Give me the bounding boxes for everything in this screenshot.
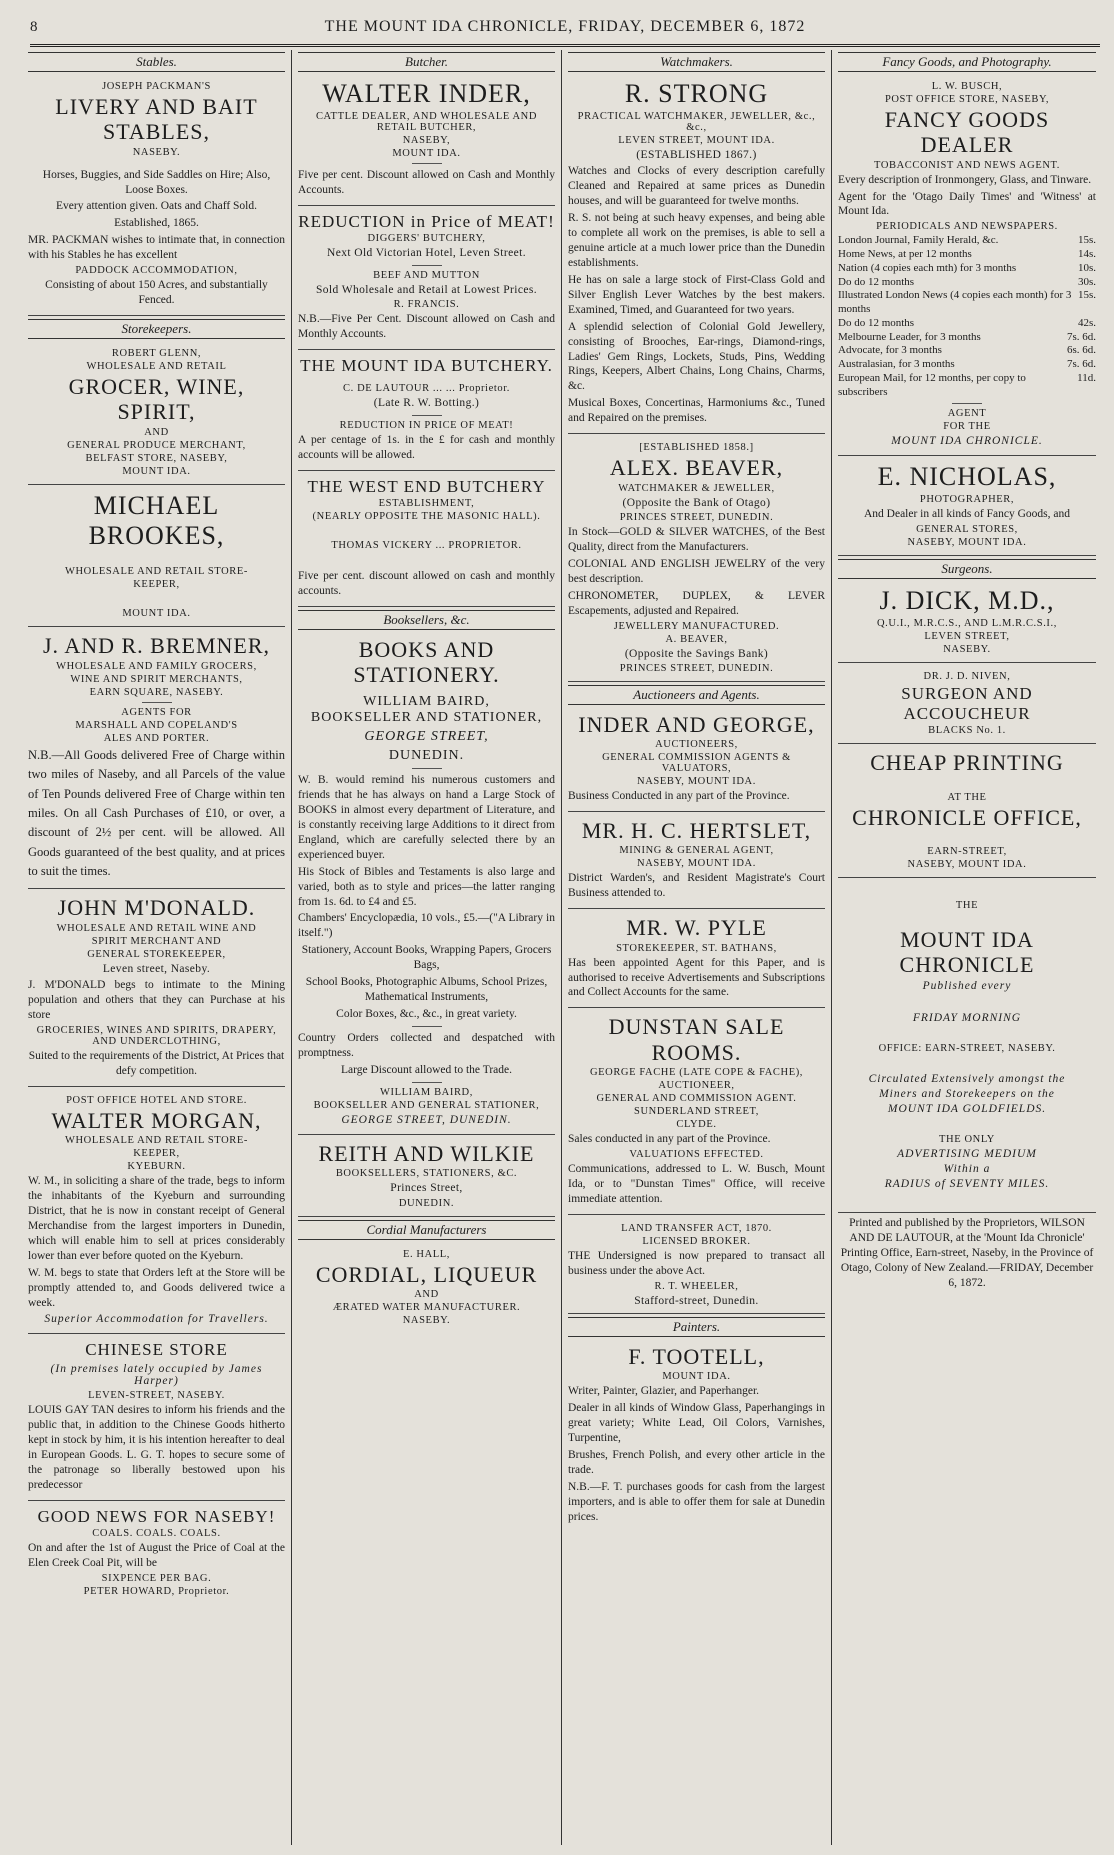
ad-mountida-l2: (Late R. W. Botting.) [373,397,480,410]
ad-strong-l3: (ESTABLISHED 1867.) [636,148,757,161]
ad-baird-l15: GEORGE STREET, DUNEDIN. [341,1113,512,1126]
ad-inder-l3: MOUNT IDA. [392,147,461,159]
ad-nicholas-headline: E. NICHOLAS, [877,462,1057,492]
ad-nicholas-l3: GENERAL STORES, [916,524,1018,536]
ad-glenn-headline: GROCER, WINE, SPIRIT, [68,374,245,425]
ad-ig-l4: Business Conducted in any part of the Province. [568,790,790,803]
ad-chronicle-l4: FRIDAY MORNING [912,1012,1022,1025]
ad-dick-headline: J. DICK, M.D., [879,586,1055,616]
ad-francis-l3: BEEF AND MUTTON [373,269,480,281]
ad-chinese-store [28,1337,285,1500]
price-row-price: 10s. [1077,261,1096,274]
ad-morgan-l6: Superior Accommodation for Travellers. [44,1313,269,1326]
ad-strong-l2: LEVEN STREET, MOUNT IDA. [618,134,775,146]
price-row [838,248,1096,262]
ad-reith-wilkie [298,1138,555,1217]
ad-hall-l1: AND [414,1288,439,1300]
price-row-price: 7s. 6d. [1066,358,1096,371]
ad-nicholas-l4: NASEBY, MOUNT IDA. [907,537,1027,549]
ad-dunstan-l2: AUCTIONEER, [658,1079,735,1091]
ad-niven-l2: BLACKS No. 1. [928,725,1006,737]
ad-printing-l5: NASEBY, MOUNT IDA. [907,858,1027,870]
ad-chronicle [838,881,1096,1214]
imprint: Printed and published by the Proprietors, WILSON AND DE LAUTOUR, at the 'Mount Ida Chronicle' Printing Office, Earn-street, Naseby, in the Province of Otago, Colony of New Zealand.—FRIDAY, December 6, 1872. [840,1217,1094,1290]
ad-brookes-l1: WHOLESALE AND RETAIL STORE- [64,566,249,578]
ad-coals-l2: On and after the 1st of August the Price of Coal at the Elen Creek Coal Pit, will be [28,1542,285,1570]
column-2 [292,50,562,1845]
category-stables: Stables. [28,52,285,72]
price-row-item: Melbourne Leader, for 3 months [838,330,981,343]
ad-busch-l7: FOR THE [943,421,991,433]
ad-hertslet-l3: District Warden's, and Resident Magistrate's Court Business attended to. [568,872,825,900]
category-storekeepers: Storekeepers. [28,319,285,339]
ad-dunstan-l6: Sales conducted in any part of the Province. [568,1132,771,1145]
ad-francis [298,209,555,350]
ad-wheeler-l4: R. T. WHEELER, [654,1280,739,1292]
price-row-price: 6s. 6d. [1066,344,1096,357]
price-row [838,276,1096,290]
ad-francis-l1: DIGGERS' BUTCHERY, [367,233,486,245]
ad-coals-l1: COALS. COALS. COALS. [92,1528,221,1540]
ad-strong-l6: He has on sale a large stock of First-Class Gold and Silver English Lever Watches by the best makers. Examined, Timed, and Guaranteed for two years. [568,273,825,316]
ad-beaver-l3: PRINCES STREET, DUNEDIN. [619,511,774,523]
price-row-price: 15s. [1077,289,1096,302]
ad-chronicle-l5: OFFICE: EARN-STREET, NASEBY. [878,1043,1056,1055]
ad-baird-l12: Large Discount allowed to the Trade. [341,1063,512,1076]
masthead: THE MOUNT IDA CHRONICLE, FRIDAY, DECEMBER 6, 1872 [324,18,806,35]
ad-mcdonald-l3: GENERAL STOREKEEPER, [87,948,226,960]
ad-glenn-l5: MOUNT IDA. [122,465,191,477]
ad-mountida-l1: C. DE LAUTOUR ... ... Proprietor. [343,383,510,395]
ad-chronicle-l12: RADIUS of SEVENTY MILES. [884,1178,1050,1191]
ad-busch-l8: MOUNT IDA CHRONICLE. [891,435,1043,448]
ad-coals-headline: GOOD NEWS FOR NASEBY! [37,1506,276,1526]
ad-reith-l1: BOOKSELLERS, STATIONERS, &C. [335,1168,518,1180]
ad-morgan-l2: KEEPER, [133,1148,180,1160]
ad-dunstan-l5: CLYDE. [676,1118,717,1130]
ad-westend-l3: THOMAS VICKERY ... PROPRIETOR. [331,540,522,552]
price-row [838,234,1096,248]
ad-glenn-name: ROBERT GLENN, [111,348,202,360]
price-row [838,372,1096,400]
category-cordial: Cordial Manufacturers [298,1220,555,1240]
ad-coals [28,1504,285,1604]
ad-hall [298,1244,555,1333]
ad-packman-name: JOSEPH PACKMAN'S [102,81,211,92]
price-row [838,358,1096,372]
price-row [838,317,1096,331]
category-painters: Painters. [568,1317,825,1337]
ad-morgan-top: POST OFFICE HOTEL AND STORE. [66,1094,247,1106]
ad-dunstan-l7: VALUATIONS EFFECTED. [629,1148,764,1160]
ad-busch-l2: TOBACCONIST AND NEWS AGENT. [874,159,1060,171]
ad-baird-l14: BOOKSELLER AND GENERAL STATIONER, [313,1099,540,1111]
ad-printing-l2: AT THE [947,791,987,803]
ad-chronicle-l8: MOUNT IDA GOLDFIELDS. [887,1103,1047,1116]
ad-niven-headline: SURGEON AND ACCOUCHEUR [901,684,1033,723]
ad-niven [838,666,1096,744]
ad-bremner-l7: N.B.—All Goods delivered Free of Charge within two miles of Naseby, and all Parcels of the value of Ten Pounds delivered Free of Charge within ten miles. On all Cash Purchases of £10, or over, a discount of 2½ per cent. will be allowed. All Goods guaranteed of the best quality, and at prices to suit the times. [28,747,285,879]
ad-francis-l5: R. FRANCIS. [393,299,460,311]
ad-francis-l2: Next Old Victorian Hotel, Leven Street. [327,247,526,260]
ad-beaver-l1: WATCHMAKER & JEWELLER, [618,482,775,494]
ad-baird-l2: BOOKSELLER AND STATIONER, [310,709,543,725]
ad-hall-l2: ÆRATED WATER MANUFACTURER. [332,1301,521,1313]
ad-morgan [28,1090,285,1335]
ad-tootell-headline: F. TOOTELL, [628,1343,765,1369]
ad-hall-name: E. HALL, [402,1248,451,1260]
ad-westend-l2: (NEARLY OPPOSITE THE MASONIC HALL). [312,511,541,523]
ad-baird-l5: W. B. would remind his numerous customers and friends that he has always on hand a Large Stock of BOOKS in almost every department of Literature, and is constantly receiving large Additions to it direct from England, which are carefully selected there by an experienced buyer. [298,774,555,861]
ad-brookes-l2: KEEPER, [133,579,180,591]
ad-strong-l8: Musical Boxes, Concertinas, Harmoniums &c., Tuned and Repaired on the premises. [568,397,825,425]
ad-tootell-l4: Brushes, French Polish, and every other article in the trade. [568,1449,825,1476]
ad-dick-l2: LEVEN STREET, [924,631,1010,643]
ad-packman-place: NASEBY. [132,146,181,158]
column-1 [22,50,292,1845]
ad-beaver [568,437,825,682]
ad-coals-l3: SIXPENCE PER BAG. [101,1573,212,1585]
ad-baird [298,634,555,1135]
ad-ig-l3: NASEBY, MOUNT IDA. [637,776,756,788]
ad-reith-headline: REITH AND WILKIE [318,1140,535,1166]
ad-westend-l1: ESTABLISHMENT, [378,498,475,510]
ad-ig-headline: INDER AND GEORGE, [578,711,815,737]
category-booksellers: Booksellers, &c. [298,610,555,630]
ad-dick-l1: Q.U.I., M.R.C.S., AND L.M.R.C.S.I., [877,618,1057,630]
ad-francis-l6: N.B.—Five Per Cent. Discount allowed on Cash and Monthly Accounts. [298,313,555,340]
ad-beaver-l6: CHRONOMETER, DUPLEX, & LEVER Escapements, adjusted and Repaired. [568,589,825,617]
ad-chinese-l1: (In premises lately occupied by James Harper) [50,1363,263,1388]
ad-baird-l4: DUNEDIN. [388,747,465,763]
ad-mountida-headline: THE MOUNT IDA BUTCHERY. [300,355,553,375]
price-row-price: 15s. [1077,234,1096,247]
ad-baird-l13: WILLIAM BAIRD, [380,1086,473,1098]
ad-tootell-l5: N.B.—F. T. purchases goods for cash from the largest importers, and is able to offer them for sale at Dunedin prices. [568,1480,825,1523]
ad-printing-l3: CHRONICLE OFFICE, [852,804,1082,830]
ad-bremner-headline: J. AND R. BREMNER, [42,633,271,659]
ad-niven-l1: DR. J. D. NIVEN, [923,671,1011,683]
ad-mcdonald [28,892,285,1086]
column-3 [562,50,832,1845]
ad-packman-l2: Every attention given. Oats and Chaff Sold. [56,200,257,213]
ad-chronicle-l7: Miners and Storekeepers on the [879,1088,1055,1101]
ad-dunstan-l8: Communications, addressed to L. W. Busch, Mount Ida, or to "Dunstan Times" Office, will receive immediate attention. [568,1162,825,1205]
ad-bremner-l5: MARSHALL AND COPELAND'S [75,719,238,731]
ad-morgan-headline: WALTER MORGAN, [51,1107,262,1133]
ad-beaver-l5: COLONIAL AND ENGLISH JEWELRY of the very best description. [568,557,825,585]
ad-chronicle-l11: Within a [943,1163,991,1176]
ad-inder-l4: Five per cent. Discount allowed on Cash and Monthly Accounts. [298,168,555,196]
ad-glenn-l4: BELFAST STORE, NASEBY, [85,452,228,464]
ad-francis-l4: Sold Wholesale and Retail at Lowest Prices. [315,283,538,296]
ad-wheeler-l2: LICENSED BROKER. [642,1235,751,1247]
price-row-price: 42s. [1077,316,1096,329]
ad-bremner-l4: AGENTS FOR [121,706,192,718]
ad-printing-l4: EARN-STREET, [927,845,1007,857]
price-row-item: London Journal, Family Herald, &c. [838,234,999,247]
ad-nicholas-l1: PHOTOGRAPHER, [919,494,1015,506]
ad-morgan-l3: KYEBURN. [127,1161,186,1173]
ad-busch-l4: Agent for the 'Otago Daily Times' and 'Witness' at Mount Ida. [838,190,1096,218]
price-row-item: Home News, at per 12 months [838,248,972,261]
ad-chronicle-l9: THE ONLY [939,1134,995,1146]
price-row-item: Nation (4 copies each mth) for 3 months [838,261,1017,274]
ad-chronicle-l3: Published every [922,980,1012,993]
ad-hertslet [568,815,825,909]
ad-beaver-l9: (Opposite the Savings Bank) [624,647,769,660]
price-row-item: Do do 12 months [838,275,915,288]
ad-beaver-headline: ALEX. BEAVER, [609,455,784,481]
ad-dunstan-l3: GENERAL AND COMMISSION AGENT. [596,1092,797,1104]
ad-brookes-l3: MOUNT IDA. [122,608,191,620]
ad-ig-l2: GENERAL COMMISSION AGENTS & VALUATORS, [602,752,791,775]
ad-glenn-l2: AND [144,426,169,438]
price-row-item: European Mail, for 12 months, per copy to subscribers [838,371,1026,398]
ad-tootell [568,1341,825,1532]
ad-bremner-l3: EARN SQUARE, NASEBY. [89,686,224,698]
ad-reith-l2: Princes Street, [390,1182,463,1195]
page-header [30,10,1100,47]
ad-westend-l4: Five per cent. discount allowed on cash and monthly accounts. [298,570,555,598]
ad-ig-l1: AUCTIONEERS, [655,739,738,751]
price-row-price: 7s. 6d. [1066,330,1096,343]
ad-packman-headline: LIVERY AND BAIT STABLES, [55,94,258,145]
ad-dunstan-headline: DUNSTAN SALE ROOMS. [608,1014,785,1065]
price-row-item: Advocate, for 3 months [838,344,942,357]
page-number: 8 [30,18,38,35]
ad-west-end-butchery [298,474,555,607]
ad-bremner-l6: ALES AND PORTER. [103,732,210,744]
ad-inder [298,76,555,206]
ad-packman-l5: PADDOCK ACCOMMODATION, [75,265,238,277]
ad-packman-l1: Horses, Buggies, and Side Saddles on Hire; Also, Loose Boxes. [42,168,271,196]
ad-bremner [28,630,285,889]
ad-inder-headline: WALTER INDER, [322,79,531,108]
ad-nicholas [838,459,1096,556]
category-fancy-goods: Fancy Goods, and Photography. [838,52,1096,72]
ad-busch-name: L. W. BUSCH, [931,81,1003,92]
ad-busch-l5: PERIODICALS AND NEWSPAPERS. [876,221,1058,233]
ad-baird-l9: School Books, Photographic Albums, School Prizes, Mathematical Instruments, [305,976,548,1004]
ad-dick-l3: NASEBY. [943,644,991,656]
columns [22,50,1102,1845]
ad-beaver-l8: A. BEAVER, [665,633,728,645]
ad-strong-l5: R. S. not being at such heavy expenses, and being able to complete all work on the premises, is able to sell a genuine article at a much lower price than the Dunedin establishments. [568,212,825,269]
ad-mountida-l4: A per centage of 1s. in the £ for cash and monthly accounts will be allowed. [298,433,555,461]
ad-chinese-l2: LEVEN-STREET, NASEBY. [88,1390,225,1402]
periodical-price-list [838,234,1096,399]
ad-baird-l11: Country Orders collected and despatched with promptness. [298,1032,555,1059]
ad-pyle-l1: STOREKEEPER, ST. BATHANS, [616,942,777,954]
ad-pyle-l2: Has been appointed Agent for this Paper, and is authorised to receive Advertisements and Subscriptions and Collect Accounts for the same. [568,956,825,999]
ad-chronicle-l1: THE [955,899,979,911]
ad-coals-l4: PETER HOWARD, Proprietor. [83,1586,230,1598]
ad-hertslet-l2: NASEBY, MOUNT IDA. [637,858,756,870]
ad-mcdonald-l7: Suited to the requirements of the District, At Prices that defy competition. [28,1049,285,1077]
ad-inder-l2: NASEBY, [402,134,451,146]
ad-printing [838,747,1096,878]
ad-strong-l4: Watches and Clocks of every description carefully Cleaned and Repaired at same prices as Dunedin houses, and will be guaranteed for twelve months. [568,165,825,208]
ad-wheeler-l3: THE Undersigned is now prepared to transact all business under the above Act. [568,1249,825,1277]
ad-mcdonald-l1: WHOLESALE AND RETAIL WINE AND [56,922,257,934]
ad-inder-l1: CATTLE DEALER, AND WHOLESALE AND RETAIL BUTCHER, [315,110,538,133]
ad-dick [838,583,1096,663]
ad-brookes-headline: MICHAEL BROOKES, [88,490,225,550]
ad-chronicle-l6: Circulated Extensively amongst the [868,1073,1066,1086]
ad-strong-l7: A splendid selection of Colonial Gold Jewellery, consisting of Brooches, Ear-rings, Diamond-rings, Ladies' Gem Rings, Lockets, Studs, Pins, Wedding Rings, Keepers, Albert Chains, Long Chains, Charms, &c. [568,320,825,393]
category-auctioneers: Auctioneers and Agents. [568,685,825,705]
price-row [838,331,1096,345]
ad-francis-headline: REDUCTION in Price of MEAT! [298,211,555,231]
ad-strong [568,76,825,434]
ad-tootell-l1: MOUNT IDA. [662,1371,731,1383]
ad-hertslet-l1: MINING & GENERAL AGENT, [619,845,774,857]
price-row-price: 30s. [1077,275,1096,288]
ad-dunstan-l1: GEORGE FACHE (LATE COPE & FACHE), [589,1066,804,1078]
ad-hertslet-headline: MR. H. C. HERTSLET, [581,818,812,844]
ad-inder-george [568,709,825,812]
category-butcher: Butcher. [298,52,555,72]
ad-beaver-l4: In Stock—GOLD & SILVER WATCHES, of the Best Quality, direct from the Manufacturers. [568,525,825,553]
ad-reith-l3: DUNEDIN. [398,1197,455,1209]
ad-bremner-l1: WHOLESALE AND FAMILY GROCERS, [56,660,257,672]
price-row [838,289,1096,317]
ad-strong-l1: PRACTICAL WATCHMAKER, JEWELLER, &c., &c., [577,110,816,133]
ad-morgan-l1: WHOLESALE AND RETAIL STORE- [64,1135,249,1147]
price-row-item: Australasian, for 3 months [838,358,955,371]
ad-westend-headline: THE WEST END BUTCHERY [307,476,546,496]
category-surgeons: Surgeons. [838,559,1096,579]
ad-packman-l3: Established, 1865. [114,217,199,230]
price-row [838,344,1096,358]
ad-mount-ida-butchery [298,353,555,471]
ad-baird-l8: Stationery, Account Books, Wrapping Papers, Grocers Bags, [301,944,552,972]
ad-baird-l1: WILLIAM BAIRD, [363,693,490,709]
ad-nicholas-l2: And Dealer in all kinds of Fancy Goods, and [863,508,1070,521]
ad-tootell-l2: Writer, Painter, Glazier, and Paperhanger. [568,1385,760,1398]
ad-mcdonald-l2: SPIRIT MERCHANT AND [91,935,222,947]
ad-baird-l6: His Stock of Bibles and Testaments is also large and varied, both as to style and prices—the latter ranging from 1s. 6d. to £4 and £5. [298,865,555,908]
ad-glenn-l3: GENERAL PRODUCE MERCHANT, [67,439,246,451]
ad-bremner-l2: WINE AND SPIRIT MERCHANTS, [70,673,243,685]
ad-packman-l4: MR. PACKMAN wishes to intimate that, in connection with his Stables he has excellent [28,234,285,262]
category-watchmakers: Watchmakers. [568,52,825,72]
price-row-price: 14s. [1077,248,1096,261]
ad-strong-headline: R. STRONG [624,79,769,108]
ad-mcdonald-l5: J. M'DONALD begs to intimate to the Mining population and others that they can Purchase at his store [28,979,285,1021]
ad-mountida-l3: REDUCTION IN PRICE OF MEAT! [339,419,514,431]
ad-wheeler [568,1218,825,1314]
ad-packman [28,76,285,316]
ad-morgan-l4: W. M., in soliciting a share of the trade, begs to inform the inhabitants of the Kyeburn and surrounding District, that he is now in constant receipt of General Merchandise from the largest importers in Dunedin, which will enable him to sell at prices considerably lower than ever before quoted on the Kyeburn. [28,1175,285,1262]
price-row-item: Do do 12 months [838,316,915,329]
ad-baird-l3: GEORGE STREET, [364,728,489,744]
ad-busch-l3: Every description of Ironmongery, Glass, and Tinware. [838,173,1092,186]
ad-pyle-headline: MR. W. PYLE [626,915,767,941]
ad-morgan-l5: W. M. begs to state that Orders left at the Store will be promptly attended to, and Goods delivered twice a week. [28,1266,285,1309]
ad-beaver-l10: PRINCES STREET, DUNEDIN. [619,662,774,674]
ad-busch-l1: POST OFFICE STORE, NASEBY, [884,94,1050,105]
ad-dunstan [568,1011,825,1214]
ad-beaver-est: [ESTABLISHED 1858.] [639,442,754,454]
ad-beaver-l2: (Opposite the Bank of Otago) [622,496,771,509]
ad-glenn-l1: WHOLESALE AND RETAIL [86,361,227,373]
ad-baird-l10: Color Boxes, &c., &c., in great variety. [336,1008,517,1021]
ad-beaver-l7: JEWELLERY MANUFACTURED. [613,620,780,632]
ad-baird-l7: Chambers' Encyclopædia, 10 vols., £5.—("A Library in itself.") [298,912,555,940]
ad-busch-l6: AGENT [947,408,987,420]
ad-chinese-l3: LOUIS GAY TAN desires to inform his friends and the public that, in addition to the Chinese Goods hitherto kept in stock by him, it is his intention hereafter to deal in European Goods. L. G. T. hopes to secure some of the patronage so liberally bestowed upon his predecessor [28,1404,285,1491]
ad-chronicle-l2: MOUNT IDA CHRONICLE [899,926,1035,978]
ad-wheeler-l1: LAND TRANSFER ACT, 1870. [621,1222,772,1234]
ad-mcdonald-l6: GROCERIES, WINES AND SPIRITS, DRAPERY, AND UNDERCLOTHING, [36,1024,277,1047]
ad-tootell-l3: Dealer in all kinds of Window Glass, Paperhangings in great variety; White Lead, Oil Colors, Varnishes, Turpentine, [568,1402,825,1445]
price-row [838,262,1096,276]
ad-mcdonald-l4: Leven street, Naseby. [102,962,211,975]
ad-pyle [568,912,825,1008]
price-row-price: 11d. [1077,371,1096,384]
ad-chinese-headline: CHINESE STORE [85,1340,228,1360]
ad-packman-l6: Consisting of about 150 Acres, and substantially Fenced. [45,279,268,307]
ad-dunstan-l4: SUNDERLAND STREET, [634,1105,759,1117]
ad-printing-l1: CHEAP PRINTING [870,750,1064,776]
ad-glenn [28,343,285,485]
ad-busch [838,76,1096,456]
price-row-item: Illustrated London News (4 copies each month) for 3 months [838,289,1072,316]
ad-mcdonald-headline: JOHN M'DONALD. [57,895,256,921]
ad-hall-headline: CORDIAL, LIQUEUR [315,1261,538,1287]
ad-busch-headline: FANCY GOODS DEALER [884,107,1050,158]
column-4 [832,50,1102,1845]
ad-wheeler-l5: Stafford-street, Dunedin. [634,1294,759,1307]
ad-chronicle-l10: ADVERTISING MEDIUM [897,1148,1037,1161]
ad-brookes [28,488,285,628]
ad-baird-headline: BOOKS AND STATIONERY. [353,637,500,688]
ad-hall-l3: NASEBY. [402,1314,451,1326]
